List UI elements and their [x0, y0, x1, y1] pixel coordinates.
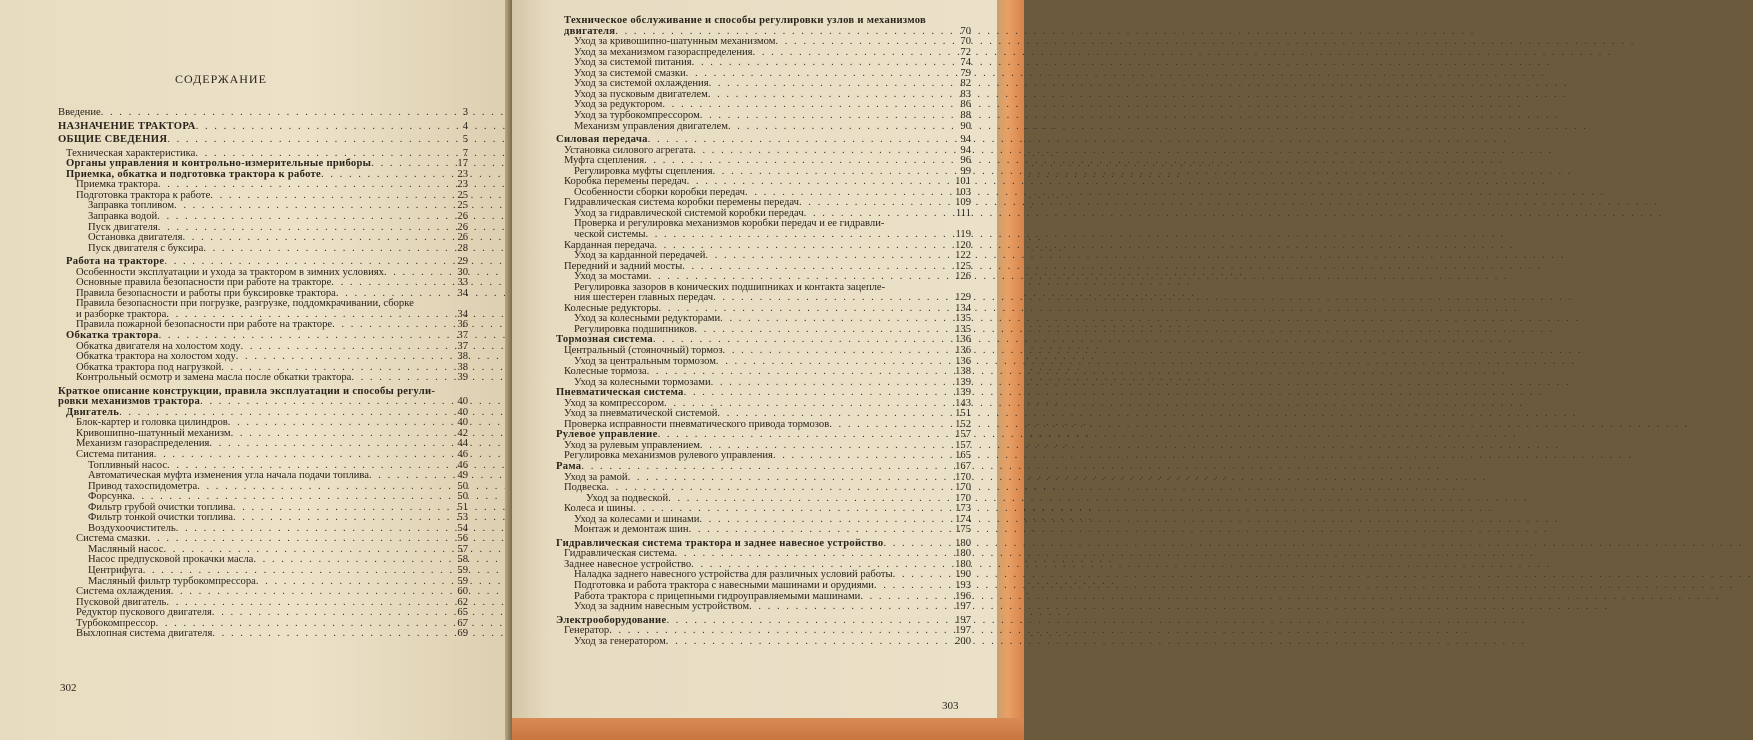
toc-entry — [556, 602, 971, 613]
toc-entry-title: Уход за системой охлаждения — [574, 78, 709, 90]
toc-entry-title: Уход за колесами и шинами — [574, 513, 700, 525]
toc-page-number: 101 — [955, 176, 971, 188]
toc-entry — [556, 219, 971, 240]
dot-leader — [700, 111, 950, 122]
toc-entry-title: Техническое обслуживание и способы регулировки узлов и механизмов — [564, 15, 927, 26]
dot-leader — [159, 331, 447, 342]
toc-page-number: 79 — [960, 67, 971, 79]
toc-entry-title: Блок-картер и головка цилиндров — [76, 417, 228, 429]
toc-entry-title: Пуск двигателя — [88, 221, 158, 233]
toc-entry-title: Органы управления и контрольно-измерительные приборы — [66, 158, 372, 170]
toc-page-number: 46 — [457, 459, 468, 471]
toc-entry-title: Уход за системой смазки — [574, 67, 686, 79]
toc-page-number: 70 — [960, 36, 971, 48]
dot-leader — [723, 346, 950, 357]
toc-page-number: 136 — [955, 345, 971, 356]
toc-entry-title: Автоматическая муфта изменения угла начала подачи топлива — [88, 470, 369, 482]
toc-entry-title: Уход за пусковым двигателем — [574, 88, 708, 100]
toc-entry — [58, 566, 468, 577]
toc-entry-title: Силовая передача — [556, 134, 648, 146]
dot-leader — [874, 581, 950, 592]
toc-page-number: 46 — [457, 449, 468, 460]
toc-entry-title: Колесные тормоза — [564, 366, 647, 378]
toc-page-number: 134 — [955, 302, 971, 314]
toc-entry-title: Гидравлическая система — [564, 548, 675, 560]
toc-page-number: 51 — [457, 501, 468, 513]
toc-entry — [58, 135, 468, 146]
toc-heading: СОДЕРЖАНИЕ — [175, 72, 267, 86]
toc-entry-title: Краткое описание конструкции, правила эксплуатации и способы регули- — [58, 385, 436, 397]
toc-entry-title: Пусковой двигатель — [76, 596, 167, 608]
dot-leader — [154, 450, 447, 461]
toc-page-number: 7 — [462, 147, 468, 159]
toc-page-number: 37 — [457, 329, 468, 341]
toc-page-number: 196 — [955, 590, 971, 602]
toc-page-number: 173 — [955, 503, 971, 515]
toc-entry-title: Пневматическая система — [556, 387, 684, 399]
toc-entry-title: Фильтр тонкой очистки топлива — [88, 512, 233, 524]
toc-entry-title-continued: и разборке трактора — [76, 308, 167, 320]
dot-leader — [101, 108, 447, 119]
toc-entry — [58, 629, 468, 640]
toc-page-number: 94 — [960, 144, 971, 156]
dot-leader — [749, 602, 950, 613]
toc-entry-title: Форсунка — [88, 491, 133, 503]
toc-entry-title: Уход за задним навесным устройством — [574, 601, 750, 613]
toc-entry-title: Обкатка двигателя на холостом ходу — [76, 340, 241, 352]
toc-entry-title: Центрифуга — [88, 565, 143, 577]
toc-entry-title: Насос предпусковой прокачки масла — [88, 554, 254, 566]
toc-entry — [58, 212, 468, 223]
toc-entry-title: Тормозная система — [556, 334, 653, 346]
toc-entry-title: Уход за турбокомпрессором — [574, 109, 700, 121]
toc-page-number: 23 — [457, 168, 468, 180]
toc-entry-title: Особенности сборки коробки передач — [574, 186, 746, 198]
left-page — [0, 0, 510, 740]
toc-page-number: 197 — [955, 601, 971, 613]
toc-page-number: 58 — [457, 554, 468, 566]
toc-page-number: 53 — [457, 512, 468, 524]
toc-entry — [58, 373, 468, 384]
toc-page-number: 129 — [955, 292, 971, 304]
toc-entry — [58, 108, 468, 119]
bottom-page-edges — [512, 718, 1024, 740]
toc-entry-title: Основные правила безопасности при работе на тракторе — [76, 277, 332, 289]
toc-page-number: 29 — [457, 256, 468, 268]
toc-entry-title: Уход за рамой — [564, 471, 628, 483]
toc-entry-title: Редуктор пускового двигателя — [76, 607, 212, 619]
toc-page-number: 40 — [457, 396, 468, 408]
toc-page-number: 90 — [960, 120, 971, 132]
toc-entry-title: Уход за карданной передачей — [574, 250, 706, 262]
toc-entry-title: Двигатель — [66, 406, 120, 418]
toc-page-number: 165 — [955, 450, 971, 462]
toc-page-number: 167 — [955, 461, 971, 473]
toc-entry-title: Уход за гидравлической системой коробки передач — [574, 207, 804, 219]
toc-entry-title: Уход за кривошипно-шатунным механизмом — [574, 36, 776, 48]
toc-entry-title: Техническая характеристика — [66, 147, 196, 159]
toc-entry-title: Приемка, обкатка и подготовка трактора к работе — [66, 168, 322, 180]
toc-entry-title: Турбокомпрессор — [76, 617, 156, 629]
toc-page-number: 109 — [955, 197, 971, 209]
toc-entry-title: Уход за мостами — [574, 271, 649, 283]
toc-page-number: 136 — [955, 355, 971, 367]
toc-entry-title: Уход за колесными редукторами — [574, 313, 721, 325]
toc-entry-title: Правила безопасности и работы при буксировке трактора — [76, 287, 336, 299]
toc-entry — [556, 462, 971, 473]
toc-page-number: 119 — [955, 228, 971, 240]
toc-page-number: 197 — [955, 614, 971, 626]
toc-entry-title: Масляный насос — [88, 543, 164, 555]
toc-page-number: 17 — [457, 158, 468, 170]
toc-page-number: 70 — [960, 25, 971, 37]
toc-page-number: 40 — [457, 406, 468, 418]
toc-page-number: 136 — [955, 334, 971, 346]
toc-entry-title: Подготовка трактора к работе — [76, 189, 211, 201]
toc-page-number: 157 — [955, 439, 971, 451]
dot-leader — [648, 135, 950, 146]
toc-entry — [556, 525, 971, 536]
toc-entry-title-continued: ровки механизмов трактора — [58, 396, 201, 408]
toc-entry-title: Воздухоочиститель — [88, 522, 176, 534]
toc-entry-title: Топливный насос — [88, 459, 168, 471]
toc-entry — [58, 331, 468, 342]
toc-page-number: 170 — [955, 471, 971, 483]
toc-page-number: 143 — [955, 397, 971, 409]
dot-leader — [689, 525, 950, 536]
toc-page-number: 200 — [955, 635, 971, 647]
toc-entry — [58, 387, 468, 408]
toc-page-number: 54 — [457, 522, 468, 534]
toc-entry-title: Заправка топливом — [88, 200, 175, 212]
toc-entry — [58, 122, 468, 133]
toc-page-number: 26 — [457, 232, 468, 244]
toc-entry-title: Генератор — [564, 625, 610, 637]
toc-entry-title: Механизм управления двигателем — [574, 120, 728, 132]
toc-page-number: 125 — [955, 260, 971, 272]
dot-leader — [203, 244, 447, 255]
toc-page-number: 122 — [955, 250, 971, 262]
toc-entry — [58, 471, 468, 482]
toc-entry — [556, 581, 971, 592]
toc-page-number: 34 — [457, 308, 468, 320]
toc-page-number: 25 — [457, 200, 468, 212]
toc-entry-title: Кривошипно-шатунный механизм — [76, 427, 231, 439]
toc-entry-title: Обкатка трактора на холостом ходу — [76, 351, 236, 363]
toc-page-number: 126 — [955, 271, 971, 283]
toc-entry-title: Приемка трактора — [76, 179, 158, 191]
toc-entry-title: Уход за системой питания — [574, 57, 692, 69]
dot-leader — [157, 212, 447, 223]
toc-entry-title: Центральный (стояночный) тормоз — [564, 345, 723, 356]
toc-page-number: 44 — [457, 438, 468, 450]
toc-entry-title: Карданная передача — [564, 239, 655, 251]
toc-page-number: 40 — [457, 417, 468, 429]
toc-entry-title: ОБЩИЕ СВЕДЕНИЯ — [58, 134, 168, 146]
toc-entry-title: Привод тахоспидометра — [88, 480, 198, 492]
toc-page-number: 74 — [960, 57, 971, 69]
toc-entry-title: Правила пожарной безопасности при работе на тракторе — [76, 319, 333, 331]
toc-entry-title: Контрольный осмотр и замена масла после обкатки трактора — [76, 372, 352, 384]
toc-entry-title: Проверка исправности пневматического привода тормозов — [564, 418, 830, 430]
right-page-number: 303 — [942, 700, 959, 712]
toc-entry-title: Особенности эксплуатации и ухода за трактором в зимних условиях — [76, 266, 384, 278]
toc-page-number: 152 — [955, 418, 971, 430]
toc-page-number: 26 — [457, 221, 468, 233]
toc-entry-title: Обкатка трактора — [66, 329, 159, 341]
toc-page-number: 34 — [457, 287, 468, 299]
toc-entry-title: Регулировка механизмов рулевого управления — [564, 450, 773, 462]
toc-entry-title: Правила безопасности при погрузке, разгрузке, поддомкрачивании, сборке — [76, 298, 414, 310]
dot-leader — [196, 122, 447, 133]
toc-page-number: 157 — [955, 429, 971, 441]
toc-entry — [58, 244, 468, 255]
toc-page-number: 170 — [955, 492, 971, 504]
toc-entry-title: Уход за редуктором — [574, 99, 663, 111]
toc-entry-title: Установка силового агрегата — [564, 144, 694, 156]
toc-page-number: 65 — [457, 607, 468, 619]
toc-entry — [556, 367, 971, 378]
right-toc-list — [556, 16, 971, 647]
toc-page-number: 86 — [960, 99, 971, 111]
toc-page-number: 151 — [955, 408, 971, 420]
toc-page-number: 120 — [955, 239, 971, 251]
toc-entry-title: Колеса и шины — [564, 503, 634, 515]
toc-entry-title: Система питания — [76, 449, 154, 460]
toc-entry-title: Заправка водой — [88, 210, 158, 222]
toc-entry-title: Уход за компрессором — [564, 397, 665, 409]
toc-entry-title-continued: ческой системы — [574, 228, 646, 240]
toc-entry-title: НАЗНАЧЕНИЕ ТРАКТОРА — [58, 120, 196, 132]
toc-entry-title: Проверка и регулировка механизмов коробки передач и ее гидравли- — [574, 218, 885, 230]
toc-entry — [556, 111, 971, 122]
toc-entry-title: Пуск двигателя с буксира — [88, 242, 204, 254]
toc-page-number: 26 — [457, 210, 468, 222]
toc-entry-title: Уход за рулевым управлением — [564, 439, 700, 451]
toc-page-number: 83 — [960, 88, 971, 100]
dot-leader — [167, 135, 447, 146]
toc-entry-title: Механизм газораспределения — [76, 438, 210, 450]
toc-page-number: 50 — [457, 491, 468, 503]
toc-entry-title: Муфта сцепления — [564, 155, 645, 167]
toc-entry-title: Коробка перемены передач — [564, 176, 687, 188]
toc-page-number: 60 — [457, 586, 468, 598]
toc-page-number: 139 — [955, 387, 971, 399]
left-page-number: 302 — [60, 682, 77, 694]
toc-page-number: 37 — [457, 340, 468, 352]
toc-entry — [58, 233, 468, 244]
toc-page-number: 180 — [955, 558, 971, 570]
dot-leader — [212, 629, 447, 640]
toc-page-number: 4 — [462, 120, 468, 132]
toc-entry — [556, 135, 971, 146]
toc-entry-title: Фильтр грубой очистки топлива — [88, 501, 233, 513]
toc-entry-title: Уход за механизмом газораспределения — [574, 46, 753, 58]
dot-leader — [182, 233, 447, 244]
toc-entry — [556, 251, 971, 262]
toc-page-number: 39 — [457, 372, 468, 384]
toc-entry — [58, 352, 468, 363]
toc-entry — [58, 299, 468, 320]
toc-entry-title: Рама — [556, 461, 582, 473]
dot-leader — [236, 352, 447, 363]
toc-entry — [556, 283, 971, 304]
toc-page-number: 138 — [955, 366, 971, 378]
toc-page-number: 170 — [955, 482, 971, 494]
toc-entry-title: Регулировка подшипников — [574, 323, 695, 335]
toc-entry-title: Подвеска — [564, 482, 607, 494]
toc-entry-title: Электрооборудование — [556, 614, 667, 626]
toc-page-number: 96 — [960, 155, 971, 167]
toc-page-number: 38 — [457, 351, 468, 363]
toc-entry-title: Система смазки — [76, 533, 148, 545]
dot-leader — [143, 566, 447, 577]
toc-page-number: 50 — [457, 480, 468, 492]
toc-page-number: 174 — [955, 513, 971, 525]
toc-page-number: 38 — [457, 361, 468, 373]
toc-page-number: 72 — [960, 46, 971, 58]
dot-leader — [705, 251, 950, 262]
toc-page-number: 135 — [955, 313, 971, 325]
toc-page-number: 25 — [457, 189, 468, 201]
toc-page-number: 193 — [955, 580, 971, 592]
toc-page-number: 5 — [462, 134, 468, 146]
toc-entry-title: Масляный фильтр турбокомпрессора — [88, 575, 256, 587]
toc-page-number: 111 — [955, 207, 971, 219]
toc-entry-title-continued: двигателя — [564, 25, 616, 37]
dot-leader — [581, 462, 950, 473]
toc-page-number: 49 — [457, 470, 468, 482]
toc-page-number: 59 — [457, 565, 468, 577]
toc-entry-title: Выхлопная система двигателя — [76, 628, 213, 640]
toc-page-number: 190 — [955, 569, 971, 581]
toc-entry-title: Уход за колесными тормозами — [574, 376, 711, 388]
toc-entry-title: Уход за генератором — [574, 635, 666, 647]
toc-entry-title: Монтаж и демонтаж шин — [574, 524, 689, 536]
toc-entry — [556, 121, 971, 132]
dot-leader — [728, 122, 950, 133]
toc-entry-title: Наладка заднего навесного устройства для различных условий работы — [574, 569, 893, 581]
toc-entry — [58, 450, 468, 461]
toc-page-number: 139 — [955, 376, 971, 388]
dot-leader — [666, 637, 950, 648]
dot-leader — [645, 230, 950, 241]
toc-page-number: 57 — [457, 543, 468, 555]
toc-entry-title: Введение — [58, 107, 101, 119]
toc-entry-title: Колесные редукторы — [564, 302, 659, 314]
toc-page-number: 94 — [960, 134, 971, 146]
toc-entry-title-continued: ния шестерен главных передач — [574, 292, 714, 304]
toc-page-number: 88 — [960, 109, 971, 121]
toc-entry — [556, 16, 971, 37]
toc-entry-title: Рулевое управление — [556, 429, 658, 441]
toc-page-number: 30 — [457, 266, 468, 278]
toc-entry-title: Уход за подвеской — [586, 492, 669, 504]
toc-page-number: 197 — [955, 625, 971, 637]
toc-page-number: 180 — [955, 537, 971, 549]
toc-page-number: 103 — [955, 186, 971, 198]
toc-page-number: 23 — [457, 179, 468, 191]
toc-entry-title: Система охлаждения — [76, 586, 171, 598]
toc-page-number: 56 — [457, 533, 468, 545]
toc-entry-title: Заднее навесное устройство — [564, 558, 692, 570]
toc-page-number: 3 — [462, 107, 468, 119]
toc-entry — [556, 637, 971, 648]
toc-entry-title: Подготовка и работа трактора с навесными машинами и орудиями — [574, 580, 874, 592]
toc-page-number: 33 — [457, 277, 468, 289]
toc-entry-title: Передний и задний мосты — [564, 260, 683, 272]
toc-page-number: 59 — [457, 575, 468, 587]
toc-entry-title: Остановка двигателя — [88, 232, 183, 244]
toc-entry-title: Обкатка трактора под нагрузкой — [76, 361, 222, 373]
toc-page-number: 28 — [457, 242, 468, 254]
toc-entry-title: Работа на тракторе — [66, 256, 165, 268]
toc-page-number: 42 — [457, 427, 468, 439]
toc-page-number: 82 — [960, 78, 971, 90]
toc-entry-title: Регулировка муфты сцепления — [574, 165, 713, 177]
toc-page-number: 175 — [955, 524, 971, 536]
toc-entry — [556, 346, 971, 357]
toc-entry-title: Регулировка зазоров в конических подшипниках и контакта зацепле- — [574, 281, 886, 293]
toc-entry-title: Гидравлическая система коробки перемены передач — [564, 197, 799, 209]
dot-leader — [351, 373, 447, 384]
toc-entry-title: Уход за центральным тормозом — [574, 355, 716, 367]
toc-entry-title: Уход за пневматической системой — [564, 408, 718, 420]
toc-page-number: 180 — [955, 548, 971, 560]
left-toc-list — [58, 108, 468, 640]
toc-page-number: 36 — [457, 319, 468, 331]
toc-page-number: 62 — [457, 596, 468, 608]
toc-entry-title: Работа трактора с прицепными гидроуправляемыми машинами — [574, 590, 861, 602]
toc-page-number: 69 — [457, 628, 468, 640]
toc-page-number: 135 — [955, 323, 971, 335]
toc-page-number: 99 — [960, 165, 971, 177]
toc-page-number: 67 — [457, 617, 468, 629]
toc-entry-title: Гидравлическая система трактора и заднее навесное устройство — [556, 537, 884, 549]
